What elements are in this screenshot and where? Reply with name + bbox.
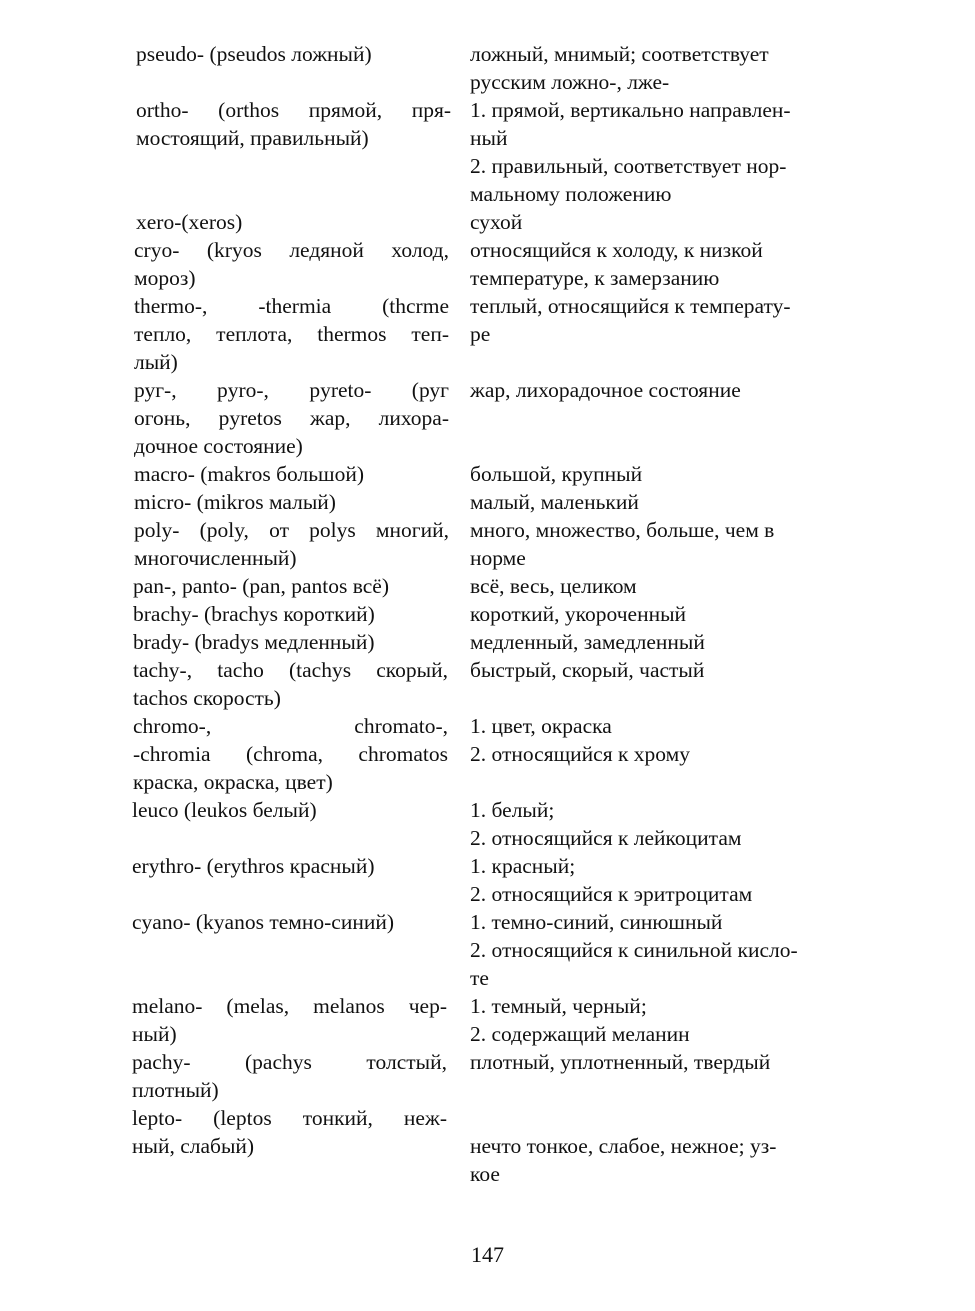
definition-line: жар, лихорадочное состояние <box>470 378 741 402</box>
entry-definition <box>470 1104 850 1188</box>
term-line: руг-, pyro-, pyreto- (руг <box>134 378 449 402</box>
definition-line: теплый, относящийся к температу- <box>470 294 791 318</box>
definition-line: ложный, мнимый; соответствует <box>470 42 769 66</box>
definition-line: 1. темный, черный; <box>470 994 647 1018</box>
term-line: краска, окраска, цвет) <box>133 770 333 794</box>
entry-term <box>134 376 449 460</box>
entry-term <box>132 908 447 936</box>
dictionary-entry <box>0 656 975 712</box>
definition-line: много, множество, больше, чем в <box>470 518 775 542</box>
term-line: ortho- (orthos прямой, пря- <box>136 98 451 122</box>
definition-line: 2. относящийся к синильной кисло- <box>470 938 798 962</box>
definition-line: нечто тонкое, слабое, нежное; уз- <box>470 1134 777 1158</box>
entry-definition <box>470 852 850 908</box>
definition-line: русским ложно-, лже- <box>470 70 670 94</box>
dictionary-entry <box>0 236 975 292</box>
entry-term <box>134 516 449 572</box>
term-line: tachy-, tacho (tachys скорый, <box>133 658 448 682</box>
entry-definition <box>470 656 850 684</box>
dictionary-entry <box>0 796 975 852</box>
term-line: macro- (makros большой) <box>134 462 364 486</box>
definition-line: 1. прямой, вертикально направлен- <box>470 98 791 122</box>
entry-definition <box>470 96 850 208</box>
entry-definition <box>470 992 850 1048</box>
term-line: poly- (poly, от polys многий, <box>134 518 449 542</box>
term-line: -chromia (chroma, chromatos <box>133 742 448 766</box>
definition-line: большой, крупный <box>470 462 643 486</box>
dictionary-entry <box>0 852 975 908</box>
term-line: erythro- (erythros красный) <box>132 854 375 878</box>
entry-definition <box>470 236 850 292</box>
definition-line: кое <box>470 1162 500 1186</box>
dictionary-entry <box>0 628 975 656</box>
term-line: огонь, pyretos жар, лихора- <box>134 406 449 430</box>
entry-definition <box>470 292 850 348</box>
entry-definition <box>470 600 850 628</box>
entry-term <box>133 628 448 656</box>
term-line: brachy- (brachys короткий) <box>133 602 375 626</box>
term-line: мороз) <box>134 266 196 290</box>
dictionary-entry <box>0 96 975 208</box>
term-line: tachos скорость) <box>133 686 281 710</box>
definition-line: 2. относящийся к лейкоцитам <box>470 826 742 850</box>
definition-line: 1. белый; <box>470 798 555 822</box>
entry-term <box>134 292 449 376</box>
entry-term <box>132 796 447 824</box>
definition-line: быстрый, скорый, частый <box>470 658 705 682</box>
entry-term <box>132 1104 447 1160</box>
term-line: мостоящий, правильный) <box>136 126 369 150</box>
entry-definition <box>470 40 850 96</box>
dictionary-entry <box>0 1104 975 1188</box>
dictionary-entry <box>0 992 975 1048</box>
definition-line: норме <box>470 546 526 570</box>
term-line: тепло, теплота, thermos теп- <box>134 322 449 346</box>
entry-definition <box>470 488 850 516</box>
term-line: pachy- (pachys толстый, <box>132 1050 447 1074</box>
dictionary-entry <box>0 572 975 600</box>
term-line: thermo-, -thermia (thcrme <box>134 294 449 318</box>
term-line: дочное состояние) <box>134 434 303 458</box>
definition-line: малый, маленький <box>470 490 639 514</box>
definition-line: 1. темно-синий, синюшный <box>470 910 723 934</box>
entry-term <box>133 712 448 796</box>
entry-term <box>134 236 449 292</box>
entry-definition <box>470 572 850 600</box>
dictionary-entry <box>0 40 975 96</box>
entry-term <box>136 96 451 152</box>
definition-line: ре <box>470 322 491 346</box>
definition-line: сухой <box>470 210 523 234</box>
entry-definition <box>470 516 850 572</box>
entry-definition <box>470 460 850 488</box>
entry-definition <box>470 712 850 768</box>
dictionary-entry <box>0 292 975 376</box>
term-line: xero-(xeros) <box>136 210 243 234</box>
definition-line: температуре, к замерзанию <box>470 266 720 290</box>
definition-line: ный <box>470 126 508 150</box>
dictionary-entry <box>0 376 975 460</box>
definition-line: медленный, замедленный <box>470 630 705 654</box>
term-line: brady- (bradys медленный) <box>133 630 375 654</box>
term-line: melano- (melas, melanos чер- <box>132 994 447 1018</box>
entry-term <box>132 1048 447 1104</box>
term-line: chromo-, chromato-, <box>133 714 448 738</box>
entry-term <box>134 488 449 516</box>
definition-line: мальному положению <box>470 182 672 206</box>
definition-line: 2. относящийся к эритроцитам <box>470 882 753 906</box>
entry-term <box>132 992 447 1048</box>
definition-line: 2. правильный, соответствует нор- <box>470 154 787 178</box>
entry-term <box>136 208 451 236</box>
term-line: лый) <box>134 350 178 374</box>
entry-list <box>0 40 975 1188</box>
term-line: lepto- (leptos тонкий, неж- <box>132 1106 447 1130</box>
dictionary-entry <box>0 488 975 516</box>
definition-line: 1. красный; <box>470 854 576 878</box>
entry-term <box>133 572 448 600</box>
dictionary-entry <box>0 208 975 236</box>
definition-line: короткий, укороченный <box>470 602 687 626</box>
term-line: ный) <box>132 1022 177 1046</box>
dictionary-entry <box>0 908 975 992</box>
term-line: многочисленный) <box>134 546 297 570</box>
dictionary-entry <box>0 600 975 628</box>
entry-term <box>134 460 449 488</box>
entry-term <box>136 40 451 68</box>
term-line: micro- (mikros малый) <box>134 490 336 514</box>
dictionary-entry <box>0 1048 975 1104</box>
definition-line: 2. содержащий меланин <box>470 1022 690 1046</box>
term-line: cyano- (kyanos темно-синий) <box>132 910 394 934</box>
term-line: leuco (leukos белый) <box>132 798 317 822</box>
definition-line: всё, весь, целиком <box>470 574 637 598</box>
entry-definition <box>470 208 850 236</box>
term-line: pan-, panto- (pan, pantos всё) <box>133 574 389 598</box>
definition-line: 2. относящийся к хрому <box>470 742 690 766</box>
entry-definition <box>470 796 850 852</box>
definition-line: 1. цвет, окраска <box>470 714 612 738</box>
definition-line: относящийся к холоду, к низкой <box>470 238 763 262</box>
term-line: плотный) <box>132 1078 219 1102</box>
entry-definition <box>470 908 850 992</box>
page-number: 147 <box>471 1242 504 1267</box>
dictionary-entry <box>0 460 975 488</box>
definition-line: плотный, уплотненный, твердый <box>470 1050 771 1074</box>
dictionary-entry <box>0 516 975 572</box>
entry-definition <box>470 628 850 656</box>
entry-term <box>132 852 447 880</box>
definition-line <box>470 1104 850 1132</box>
entry-term <box>133 656 448 712</box>
term-line: pseudo- (pseudos ложный) <box>136 42 372 66</box>
entry-definition <box>470 376 850 404</box>
entry-definition <box>470 1048 850 1076</box>
entry-term <box>133 600 448 628</box>
term-line: ный, слабый) <box>132 1134 255 1158</box>
dictionary-entry <box>0 712 975 796</box>
term-line: cryo- (kryos ледяной холод, <box>134 238 449 262</box>
definition-line: те <box>470 966 489 990</box>
